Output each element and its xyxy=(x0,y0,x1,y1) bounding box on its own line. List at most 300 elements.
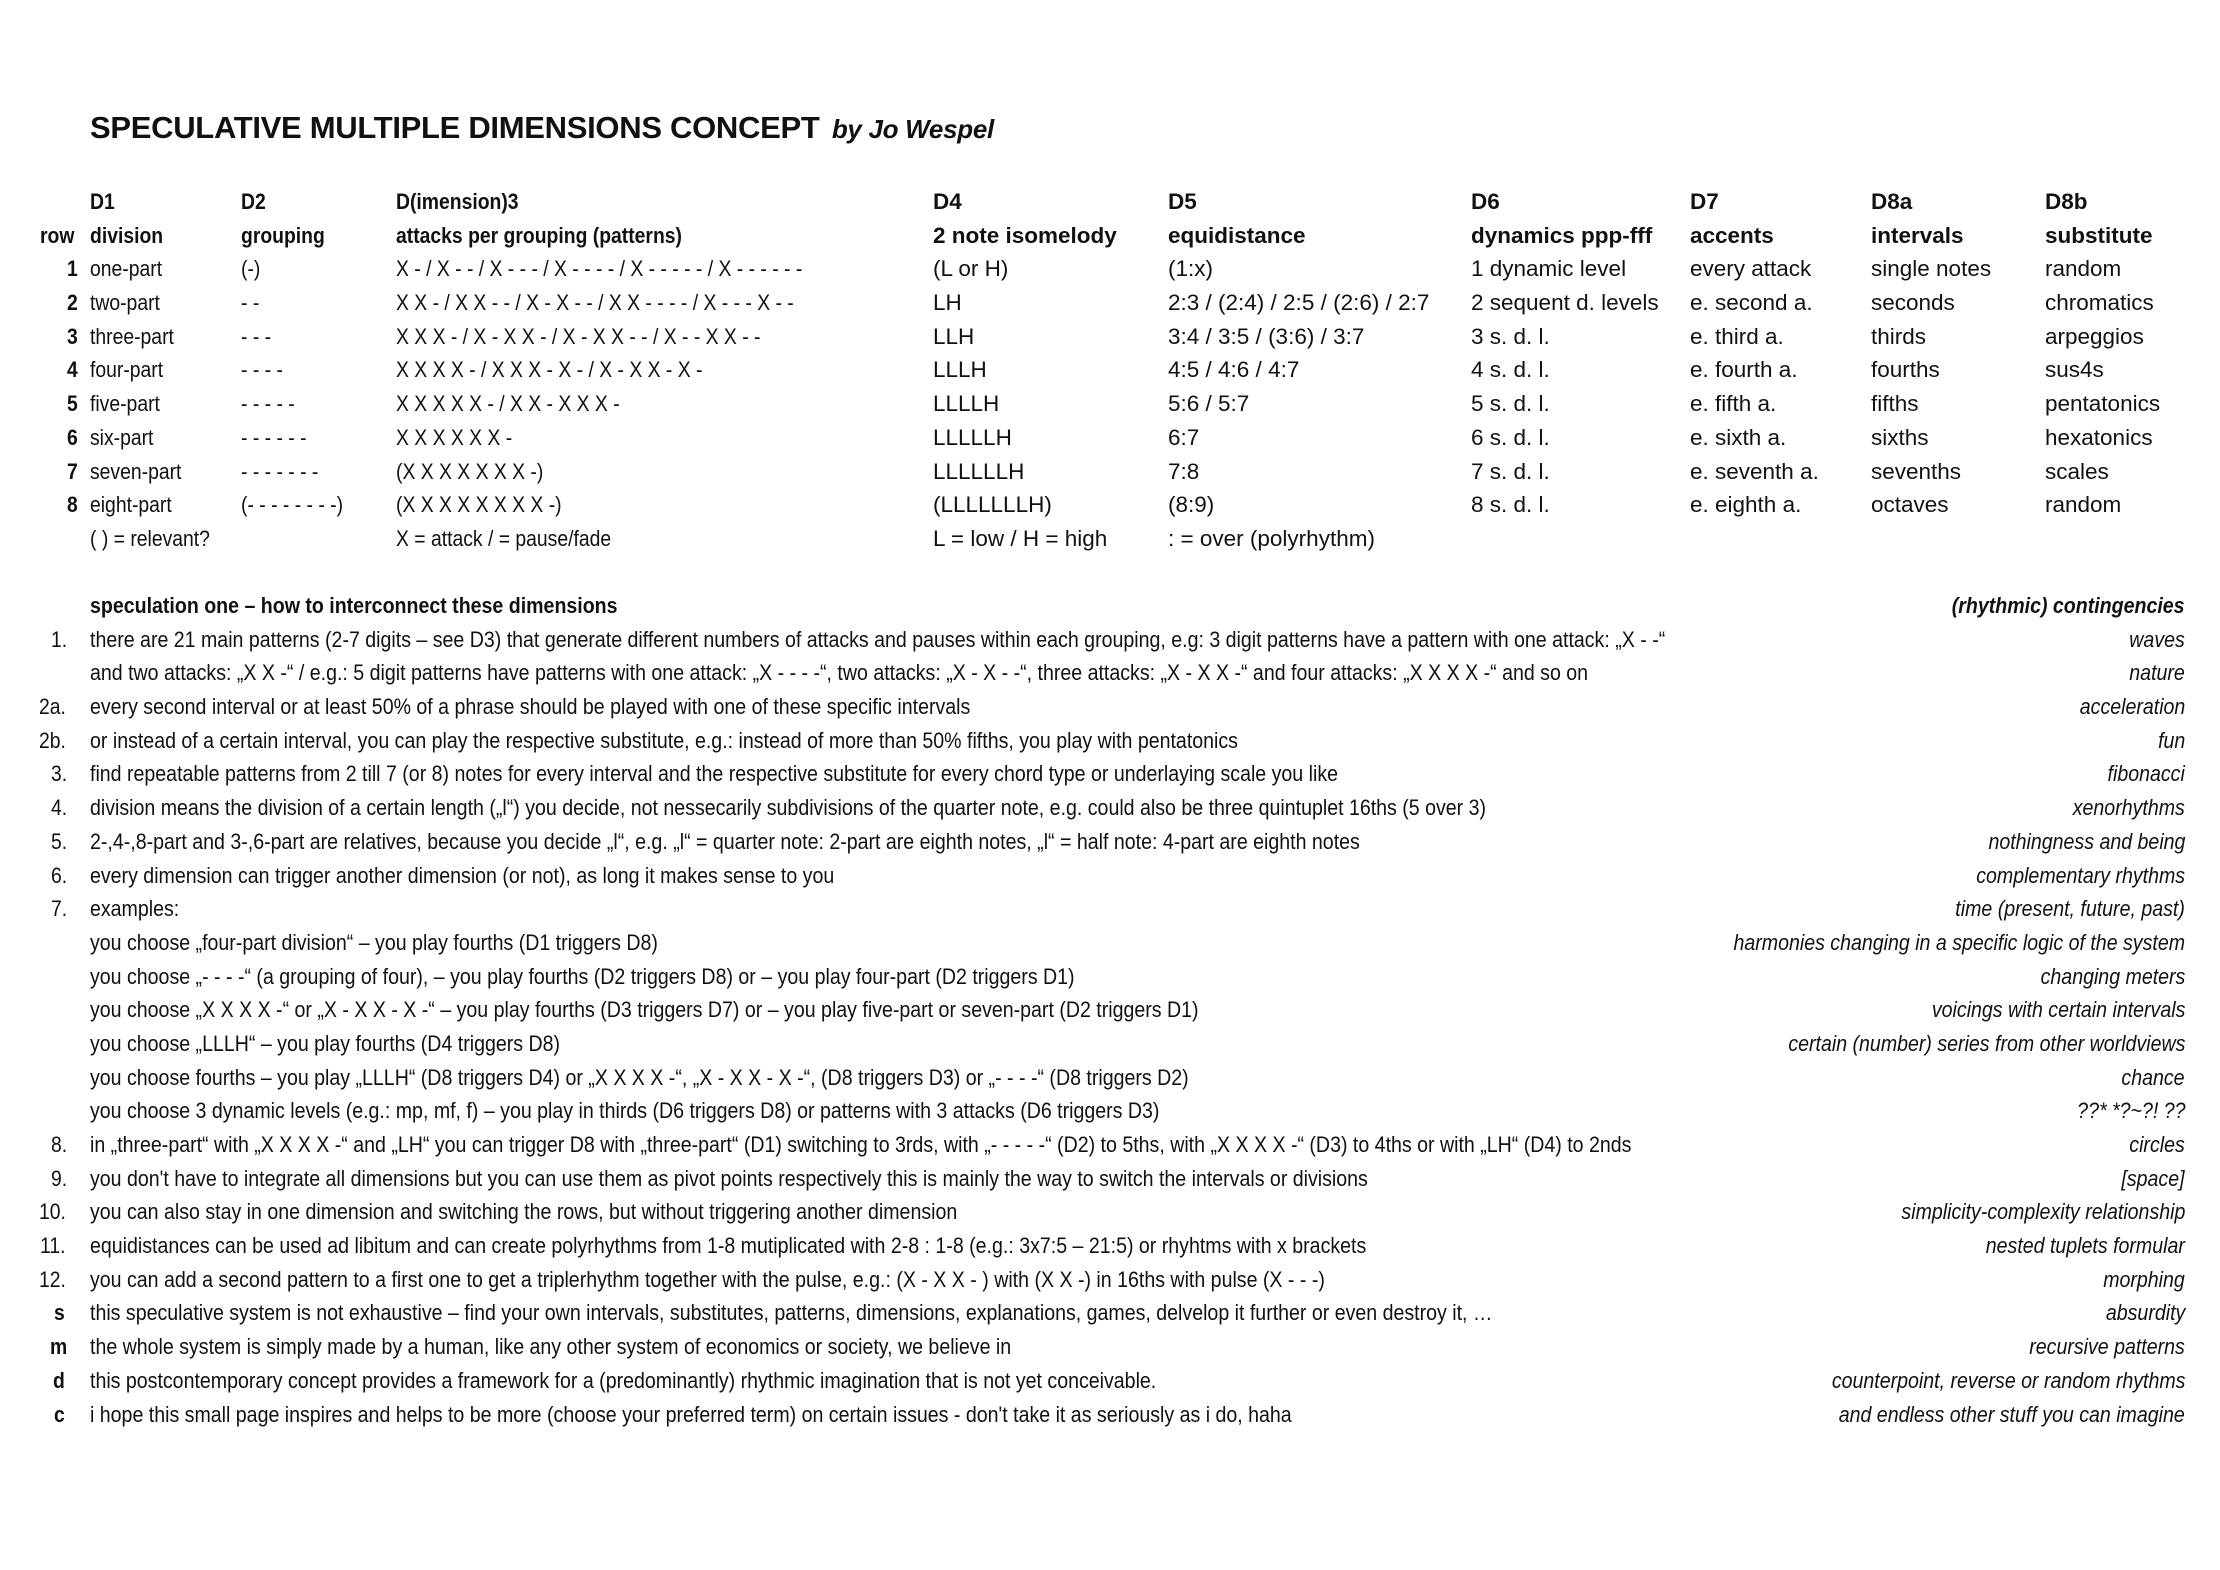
heading-text: speculation one – how to interconnect these dimensions xyxy=(90,593,618,618)
cell-col-2 xyxy=(241,455,331,489)
cell-col-9 xyxy=(2045,320,2144,354)
table-row xyxy=(0,320,2220,354)
cell-col-3 xyxy=(396,421,531,455)
cell-col-2 xyxy=(241,387,303,421)
speculation-line xyxy=(0,1061,2220,1095)
speculation-line xyxy=(0,1128,2220,1162)
cell-col-2 xyxy=(241,252,263,286)
speculation-line xyxy=(0,892,2220,926)
cell-text: attacks per grouping (patterns) xyxy=(396,222,682,248)
cell-text: 6:7 xyxy=(1168,424,1200,450)
contingency-text: circles xyxy=(2129,1132,2185,1157)
cell-text: arpeggios xyxy=(2045,323,2144,349)
contingency-item xyxy=(1959,825,2185,859)
cell-col-5 xyxy=(1168,421,1199,455)
cell-text: four-part xyxy=(90,357,164,383)
line-text-content: division means the division of a certain length („l“) you decide, not nessecarily subdivisions of the quarter note, e.g. could also be three quintuplet 16ths (5 over 3) xyxy=(90,795,1487,821)
contingency-item xyxy=(2121,656,2185,690)
line-text-content: this postcontemporary concept provides a framework for a (predominantly) rhythmic imagination that is not yet conceivable. xyxy=(90,1367,1157,1393)
cell-text: 3:4 / 3:5 / (3:6) / 3:7 xyxy=(1168,323,1365,349)
line-text xyxy=(90,1296,1702,1330)
cell-col-0 xyxy=(30,488,80,522)
cell-text: - - - - xyxy=(241,357,283,383)
cell-text: 3 s. d. l. xyxy=(1471,323,1550,349)
speculation-line xyxy=(0,1229,2220,1263)
cell-col-8 xyxy=(1871,353,1940,387)
legend-row xyxy=(0,522,2220,556)
cell-text: scales xyxy=(2045,458,2109,484)
line-text xyxy=(90,690,1102,724)
speculation-line xyxy=(0,993,2220,1027)
cell-text: octaves xyxy=(1871,492,1949,518)
cell-text: single notes xyxy=(1871,256,1992,282)
line-text-content: i hope this small page inspires and helps to be more (choose your preferred term) on certain issues - don't take it as seriously as i do, haha xyxy=(90,1401,1292,1427)
cell-col-8 xyxy=(1871,320,1926,354)
cell-col-1 xyxy=(90,522,229,556)
contingency-item xyxy=(1894,993,2185,1027)
byline: by Jo Wespel xyxy=(831,114,994,144)
cell-col-1 xyxy=(90,387,171,421)
cell-col-8 xyxy=(1871,455,1961,489)
cell-col-7 xyxy=(1690,387,1776,421)
table-row xyxy=(0,421,2220,455)
cell-col-1 xyxy=(90,286,171,320)
line-text-content: this speculative system is not exhaustive – find your own intervals, substitutes, patterns, dimensions, explanations, games, delvelop it further or even destroy it, … xyxy=(90,1300,1493,1326)
cell-text: 8 xyxy=(67,492,79,518)
line-number xyxy=(20,1162,70,1196)
cell-text: (8:9) xyxy=(1168,492,1215,518)
contingency-item xyxy=(1666,926,2185,960)
cell-text: two-part xyxy=(90,290,160,316)
line-number xyxy=(35,1364,85,1398)
line-number-text: 12. xyxy=(38,1266,66,1292)
cell-col-6 xyxy=(1471,286,1659,320)
cell-col-6 xyxy=(1471,488,1550,522)
line-text xyxy=(90,1094,1319,1128)
cell-col-2 xyxy=(241,488,360,522)
cell-col-4 xyxy=(933,252,1008,286)
cell-col-6 xyxy=(1471,219,1652,253)
cell-text: 2:3 / (2:4) / 2:5 / (2:6) / 2:7 xyxy=(1168,290,1430,316)
cell-text: division xyxy=(90,222,164,248)
line-number xyxy=(20,1094,70,1128)
cell-text: fourths xyxy=(1871,357,1940,383)
cell-col-4 xyxy=(933,286,962,320)
cell-col-8 xyxy=(1871,387,1919,421)
cell-text: six-part xyxy=(90,424,154,450)
contingency-text: counterpoint, reverse or random rhythms xyxy=(1831,1367,2185,1393)
line-text xyxy=(90,825,1550,859)
contingency-text: ??* *?~?! ?? xyxy=(2076,1098,2185,1124)
contingency-text: time (present, future, past) xyxy=(1955,896,2185,922)
line-text xyxy=(90,1162,1559,1196)
line-number xyxy=(35,1330,85,1364)
line-number xyxy=(35,1296,85,1330)
speculation-line xyxy=(0,1162,2220,1196)
line-number xyxy=(20,1195,70,1229)
line-text-content: in „three-part“ with „X X X X -“ and „LH“ you can trigger D8 with „three-part“ (D1) switching to 3rds, with „- - - - -“ (D2) to 5ths, with „X X X X -“ (D3) to 4ths or with „LH“ (D4) to 2nds xyxy=(90,1132,1632,1157)
cell-text: chromatics xyxy=(2045,290,2154,316)
contingency-item xyxy=(1787,1398,2185,1432)
cell-text: every attack xyxy=(1690,256,1812,282)
cell-col-9 xyxy=(2045,252,2121,286)
column-header-row xyxy=(0,219,2220,253)
cell-col-3 xyxy=(396,185,539,219)
speculation-line xyxy=(0,791,2220,825)
cell-text: 7 xyxy=(67,458,79,484)
cell-col-5 xyxy=(1168,320,1364,354)
line-text-content: you choose fourths – you play „LLLH“ (D8 triggers D4) or „X X X X -“, „X - X X - X -“, (D8 triggers D3) or „- - - -“ (D8 triggers D2) xyxy=(90,1064,1189,1090)
cell-col-0 xyxy=(30,353,80,387)
cell-text: (-) xyxy=(241,256,261,282)
page-title xyxy=(90,110,994,146)
line-number xyxy=(20,791,70,825)
line-number xyxy=(20,892,70,926)
contingency-text: harmonies changing in a specific logic of the system xyxy=(1733,929,2185,955)
line-number-text: c xyxy=(53,1401,65,1427)
cell-col-1 xyxy=(90,488,185,522)
line-number xyxy=(20,690,70,724)
table-row xyxy=(0,286,2220,320)
cell-col-7 xyxy=(1690,455,1819,489)
cell-text: 5 s. d. l. xyxy=(1471,391,1550,417)
table-row xyxy=(0,455,2220,489)
cell-text: eight-part xyxy=(90,492,172,518)
line-number-text: d xyxy=(53,1367,65,1393)
contingency-item xyxy=(1729,1027,2185,1061)
cell-col-8 xyxy=(1871,488,1949,522)
cell-col-4 xyxy=(933,320,974,354)
cell-text: X - / X - - / X - - - / X - - - - / X - - - - - / X - - - - - - xyxy=(396,256,803,282)
line-number xyxy=(20,757,70,791)
contingency-text: certain (number) series from other worldviews xyxy=(1787,1030,2185,1056)
cell-text: 6 xyxy=(67,424,79,450)
speculation-line xyxy=(0,960,2220,994)
cell-text: e. seventh a. xyxy=(1690,458,1819,484)
line-number-text: 2b. xyxy=(38,727,66,753)
line-number xyxy=(20,1061,70,1095)
cell-text: dynamics ppp-fff xyxy=(1471,222,1653,248)
contingency-text: acceleration xyxy=(2079,694,2185,720)
cell-text: 2 xyxy=(67,290,79,316)
line-number xyxy=(20,656,70,690)
cell-col-6 xyxy=(1471,252,1626,286)
cell-col-3 xyxy=(396,455,567,489)
cell-text: D(imension)3 xyxy=(396,189,519,214)
cell-col-9 xyxy=(2045,421,2153,455)
cell-text: D8a xyxy=(1871,189,1913,214)
cell-text: accents xyxy=(1690,222,1774,248)
dimension-label-row xyxy=(0,185,2220,219)
contingency-text: [space] xyxy=(2121,1165,2185,1191)
cell-text: random xyxy=(2045,256,2122,282)
line-number xyxy=(20,724,70,758)
cell-text: X = attack / = pause/fade xyxy=(396,525,612,551)
line-text xyxy=(90,926,743,960)
contingency-text: nested tuplets formular xyxy=(1985,1233,2185,1259)
cell-col-9 xyxy=(2045,286,2154,320)
speculation-line xyxy=(0,1296,2220,1330)
cell-col-5 xyxy=(1168,387,1249,421)
cell-col-7 xyxy=(1690,219,1774,253)
line-text-content: every second interval or at least 50% of a phrase should be played with one of these specific intervals xyxy=(90,694,971,720)
contingencies-heading xyxy=(1917,589,2185,623)
cell-text: (L or H) xyxy=(933,256,1009,282)
table-row xyxy=(0,387,2220,421)
cell-text: LH xyxy=(933,290,962,316)
contingency-item xyxy=(2091,1263,2185,1297)
table-row xyxy=(0,353,2220,387)
cell-text: 8 s. d. l. xyxy=(1471,492,1550,518)
cell-text: five-part xyxy=(90,391,160,417)
cell-col-3 xyxy=(396,219,729,253)
line-number-text: 10. xyxy=(38,1199,66,1225)
line-number xyxy=(20,623,70,657)
cell-col-9 xyxy=(2045,353,2104,387)
cell-text: LLLLLLH xyxy=(933,458,1025,484)
contingency-text: voicings with certain intervals xyxy=(1931,997,2185,1023)
cell-text: 2 sequent d. levels xyxy=(1471,290,1659,316)
cell-col-3 xyxy=(396,286,859,320)
cell-col-8 xyxy=(1871,185,1912,219)
cell-col-7 xyxy=(1690,488,1801,522)
line-number-text: 9. xyxy=(51,1165,68,1191)
line-text-content: you can also stay in one dimension and switching the rows, but without triggering another dimension xyxy=(90,1199,958,1225)
cell-col-8 xyxy=(1871,421,1929,455)
cell-text: - - - xyxy=(241,323,272,349)
cell-text: sixths xyxy=(1871,424,1929,450)
cell-text: LLH xyxy=(933,323,975,349)
cell-col-3 xyxy=(396,353,752,387)
speculation-line xyxy=(0,825,2220,859)
speculation-heading-row xyxy=(0,589,2220,623)
contingency-text: simplicity-complexity relationship xyxy=(1901,1199,2185,1225)
cell-col-1 xyxy=(90,421,164,455)
speculation-section xyxy=(0,589,2220,1431)
line-text-content: find repeatable patterns from 2 till 7 (or 8) notes for every interval and the respective substitute for every chord type or underlaying scale you like xyxy=(90,761,1339,787)
speculation-line xyxy=(0,1027,2220,1061)
contingency-text: chance xyxy=(2121,1064,2185,1090)
cell-col-4 xyxy=(933,387,999,421)
speculation-line xyxy=(0,1364,2220,1398)
cell-text: D5 xyxy=(1168,189,1197,214)
cell-col-0 xyxy=(30,185,80,219)
line-text xyxy=(90,960,1222,994)
contingency-item xyxy=(2019,960,2185,994)
cell-text: 7 s. d. l. xyxy=(1471,458,1550,484)
contingency-text: waves xyxy=(2129,626,2185,652)
speculation-line xyxy=(0,1263,2220,1297)
cell-col-3 xyxy=(396,252,868,286)
cell-text: D4 xyxy=(933,189,962,214)
cell-text: e. fifth a. xyxy=(1690,391,1777,417)
cell-col-7 xyxy=(1690,353,1798,387)
contingency-item xyxy=(2096,757,2185,791)
cell-text: X X - / X X - - / X - X - - / X X - - - - / X - - - X - - xyxy=(396,290,794,316)
line-text xyxy=(90,1229,1557,1263)
line-text xyxy=(90,757,1525,791)
speculation-line xyxy=(0,1094,2220,1128)
line-text-content: or instead of a certain interval, you can play the respective substitute, e.g.: instead of more than 50% fifths, you play with pentatonics xyxy=(90,727,1238,753)
cell-text: (- - - - - - - -) xyxy=(241,492,344,518)
contingency-item xyxy=(1956,1229,2185,1263)
speculation-line xyxy=(0,623,2220,657)
line-text xyxy=(90,1398,1471,1432)
table-row xyxy=(0,488,2220,522)
cell-text: D7 xyxy=(1690,189,1719,214)
line-text xyxy=(90,859,945,893)
cell-text: 6 s. d. l. xyxy=(1471,424,1550,450)
cell-col-9 xyxy=(2045,219,2153,253)
cell-col-3 xyxy=(396,522,646,556)
cell-text: 4 s. d. l. xyxy=(1471,357,1550,383)
line-number xyxy=(20,1263,70,1297)
contingency-item xyxy=(2121,1128,2185,1162)
line-number xyxy=(20,926,70,960)
line-text-content: there are 21 main patterns (2-7 digits – see D3) that generate different numbers of attacks and pauses within each grouping, e.g: 3 digit patterns have a pattern with one attack: „X - -“ xyxy=(90,626,1666,652)
line-text-content: examples: xyxy=(90,896,180,922)
cell-text: - - xyxy=(241,290,260,316)
contingency-item xyxy=(2121,623,2185,657)
cell-col-5 xyxy=(1168,488,1214,522)
cell-col-8 xyxy=(1871,219,1964,253)
line-text xyxy=(90,724,1410,758)
line-number-text: 8. xyxy=(51,1132,68,1157)
contingency-item xyxy=(2112,1162,2185,1196)
cell-col-5 xyxy=(1168,522,1375,556)
line-number xyxy=(20,1027,70,1061)
line-number xyxy=(20,859,70,893)
cell-text: fifths xyxy=(1871,391,1919,417)
cell-col-8 xyxy=(1871,286,1955,320)
cell-col-2 xyxy=(241,320,276,354)
contingency-text: nothingness and being xyxy=(1987,828,2185,854)
cell-text: random xyxy=(2045,492,2122,518)
cell-text: e. fourth a. xyxy=(1690,357,1798,383)
contingency-item xyxy=(2061,1094,2186,1128)
line-text xyxy=(90,1330,1149,1364)
cell-text: intervals xyxy=(1871,222,1964,248)
cell-text: one-part xyxy=(90,256,163,282)
cell-text: sus4s xyxy=(2045,357,2104,383)
cell-col-1 xyxy=(90,320,188,354)
line-text-content: you don't have to integrate all dimensions but you can use them as pivot points respectively this is mainly the way to switch the intervals or divisions xyxy=(90,1165,1368,1191)
cell-col-1 xyxy=(90,185,119,219)
speculation-line xyxy=(0,656,2220,690)
cell-text: : = over (polyrhythm) xyxy=(1168,525,1375,551)
cell-text: X X X - / X - X X - / X - X X - - / X - - X X - - xyxy=(396,323,761,349)
cell-col-0 xyxy=(30,522,80,556)
line-number-text: 6. xyxy=(51,862,68,888)
line-text-content: you choose 3 dynamic levels (e.g.: mp, mf, f) – you play in thirds (D6 triggers D8) or patterns with 3 attacks (D6 triggers D3) xyxy=(90,1098,1160,1124)
cell-col-5 xyxy=(1168,252,1213,286)
line-text-content: you choose „four-part division“ – you play fourths (D1 triggers D8) xyxy=(90,929,658,955)
contingency-item xyxy=(1859,1195,2185,1229)
cell-text: e. sixth a. xyxy=(1690,424,1787,450)
cell-col-5 xyxy=(1168,219,1306,253)
cell-text: grouping xyxy=(241,222,325,248)
cell-text: (1:x) xyxy=(1168,256,1213,282)
contingency-text: complementary rhythms xyxy=(1976,862,2185,888)
cell-text: LLLH xyxy=(933,357,987,383)
cell-col-4 xyxy=(933,455,1024,489)
cell-col-7 xyxy=(1690,286,1813,320)
cell-col-5 xyxy=(1168,353,1299,387)
line-text-content: the whole system is simply made by a human, like any other system of economics or society, we believe in xyxy=(90,1334,1012,1360)
line-number xyxy=(20,1229,70,1263)
cell-col-7 xyxy=(1690,252,1811,286)
line-number-text: 2a. xyxy=(38,694,66,720)
cell-col-6 xyxy=(1471,320,1550,354)
speculation-line xyxy=(0,1330,2220,1364)
cell-col-4 xyxy=(933,185,962,219)
line-number xyxy=(20,993,70,1027)
contingency-text: and endless other stuff you can imagine xyxy=(1838,1401,2185,1427)
cell-text: ( ) = relevant? xyxy=(90,525,210,551)
line-number-text: 5. xyxy=(51,828,68,854)
cell-text: row xyxy=(39,222,75,248)
cell-text: X X X X - / X X X - X - / X - X X - X - xyxy=(396,357,703,383)
cell-text: (X X X X X X X X -) xyxy=(396,492,562,518)
cell-col-4 xyxy=(933,219,1117,253)
line-text xyxy=(90,1061,1353,1095)
cell-col-9 xyxy=(2045,185,2088,219)
cell-text: D6 xyxy=(1471,189,1500,214)
line-number xyxy=(20,960,70,994)
cell-text: (X X X X X X X -) xyxy=(396,458,544,484)
cell-col-2 xyxy=(241,185,270,219)
cell-text: 2 note isomelody xyxy=(933,222,1117,248)
cell-text: 3 xyxy=(67,323,79,349)
cell-text: equidistance xyxy=(1168,222,1306,248)
line-text xyxy=(90,1128,1862,1162)
cell-col-3 xyxy=(396,488,589,522)
cell-text: 5 xyxy=(67,391,79,417)
contingency-item xyxy=(2112,1061,2185,1095)
cell-col-8 xyxy=(1871,252,1991,286)
cell-col-4 xyxy=(933,522,1107,556)
cell-text: - - - - - xyxy=(241,391,295,417)
contingency-text: changing meters xyxy=(2040,963,2185,989)
speculation-line xyxy=(0,1398,2220,1432)
cell-col-0 xyxy=(30,421,80,455)
line-text xyxy=(90,1263,1509,1297)
cell-col-1 xyxy=(90,252,174,286)
contingency-text: fibonacci xyxy=(2107,761,2185,787)
cell-text: D2 xyxy=(241,189,266,214)
speculation-line xyxy=(0,926,2220,960)
contingency-item xyxy=(2064,690,2185,724)
line-text xyxy=(90,1195,1087,1229)
contingency-item xyxy=(2006,1330,2185,1364)
line-text-content: you choose „LLLH“ – you play fourths (D4 triggers D8) xyxy=(90,1030,561,1056)
line-text xyxy=(90,791,1695,825)
cell-text: seconds xyxy=(1871,290,1955,316)
cell-text: 4:5 / 4:6 / 4:7 xyxy=(1168,357,1300,383)
cell-col-4 xyxy=(933,488,1052,522)
cell-text: 5:6 / 5:7 xyxy=(1168,391,1250,417)
cell-text: substitute xyxy=(2045,222,2153,248)
cell-col-9 xyxy=(2045,488,2121,522)
cell-text: seven-part xyxy=(90,458,182,484)
line-number-text: m xyxy=(49,1334,68,1360)
side-heading-text: (rhythmic) contingencies xyxy=(1952,593,2185,618)
cell-col-7 xyxy=(1690,320,1784,354)
cell-col-6 xyxy=(1471,185,1500,219)
contingency-text: nature xyxy=(2129,660,2185,686)
cell-col-7 xyxy=(1690,421,1786,455)
cell-text: pentatonics xyxy=(2045,391,2161,417)
